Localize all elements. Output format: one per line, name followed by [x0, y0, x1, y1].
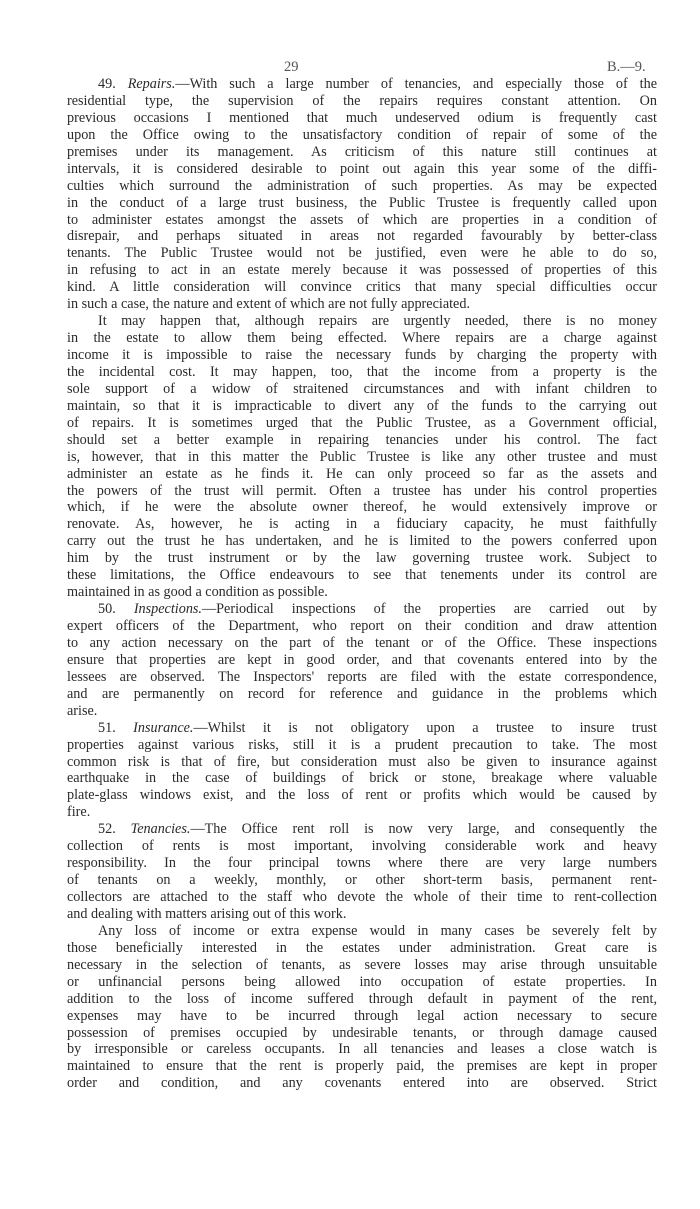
- text-line: in the conduct of a large trust business, the Public Trustee is frequently called upon: [67, 194, 657, 211]
- text-line: which, if he were the absolute owner thereof, he would extensively improve or: [67, 499, 657, 516]
- document-reference: B.—9.: [607, 59, 646, 75]
- text-line: income it is impossible to raise the necessary funds by charging the property with: [67, 347, 657, 363]
- text-line: intervals, it is considered desirable to point out again this year some of the diffi-: [67, 160, 657, 177]
- text-line: lessees are observed. The Inspectors' reports are filed with the estate correspondence,: [67, 668, 657, 685]
- text-line: expenses may have to be incurred through legal action necessary to secure: [67, 1007, 657, 1024]
- text-line: arise.: [67, 702, 98, 719]
- section-number: 51.: [98, 719, 116, 736]
- text-line: of tenants on a weekly, monthly, or other short-term basis, permanent rent-: [67, 872, 657, 889]
- text-line: to administer estates amongst the assets of which are properties in a condition of: [67, 211, 657, 228]
- text-line: carry out the trust he has undertaken, and he is limited to the powers conferred upon: [67, 533, 657, 550]
- text-line: necessary in the selection of tenants, as severe losses may arise through unsuitable: [67, 956, 657, 973]
- text-line: collection of rents is most important, involving considerable work and heavy: [67, 838, 657, 855]
- text-line: ensure that properties are kept in good order, and that covenants entered into by the: [67, 651, 657, 668]
- text-line: order and condition, and any covenants entered into are observed. Strict: [67, 1075, 657, 1092]
- line-text: —Whilst it is not obligatory upon a trustee to insure trust: [193, 719, 658, 736]
- paragraph: [67, 313, 657, 601]
- text-line: properties against various risks, still it is a prudent precaution to take. The most: [67, 736, 657, 753]
- section-heading: Tenancies.: [130, 821, 191, 838]
- text-line: earthquake in the case of buildings of brick or stone, breakage where valuable: [67, 770, 657, 787]
- text-line: by irresponsible or careless occupants. In all tenancies and leases a close watch is: [67, 1041, 657, 1058]
- text-line: those beneficially interested in the estates under administration. Great care is: [67, 939, 657, 956]
- text-line: plate-glass windows exist, and the loss of rent or profits which would be caused by: [67, 787, 657, 804]
- text-line: [67, 720, 657, 737]
- text-line: is, however, that in this matter the Public Trustee is like any other trustee and must: [67, 448, 657, 465]
- page-number: 29: [284, 59, 299, 75]
- text-line: administer an estate as he finds it. He can only proceed so far as the assets and: [67, 465, 657, 482]
- section-number: 52.: [98, 821, 116, 838]
- text-line: to any action necessary on the part of the tenant or of the Office. These inspections: [67, 634, 657, 651]
- text-line: common risk is that of fire, but consideration must also be given to insurance against: [67, 753, 657, 770]
- text-line: kind. A little consideration will convince critics that many special difficulties occur: [67, 279, 657, 296]
- text-line: these limitations, the Office endeavours to see that tenements under its control are: [67, 567, 657, 584]
- text-line: the incidental cost. It may happen, too, that the income from a property is the: [67, 363, 657, 380]
- text-line: of repairs. It is sometimes urged that the Public Trustee, as a Government official,: [67, 414, 657, 431]
- line-text: —Periodical inspections of the properties are carried out by: [201, 601, 658, 618]
- text-line: possession of premises occupied by undesirable tenants, or through damage caused: [67, 1024, 657, 1041]
- text-line: or unfinancial persons being allowed into occupation of estate properties. In: [67, 973, 657, 990]
- line-text: —With such a large number of tenancies, and especially those of the: [175, 76, 657, 92]
- text-line: [67, 821, 657, 838]
- section-inspections: [67, 601, 657, 720]
- line-text: —The Office rent roll is now very large, and consequently the: [190, 821, 658, 838]
- text-line: sole support of a widow of straitened circumstances and with infant children to: [67, 380, 657, 397]
- section-heading: Repairs.: [127, 76, 176, 92]
- text-line: and are permanently on record for reference and guidance in the problems which: [67, 685, 657, 702]
- text-line: maintain, so that it is impracticable to divert any of the funds to the carrying out: [67, 397, 657, 414]
- text-line: renovate. As, however, he is acting in a fiduciary capacity, he must faithfully: [67, 516, 657, 533]
- text-line: in refusing to act in an estate merely because it was possessed of properties of this: [67, 262, 657, 279]
- text-line: upon the Office owing to the unsatisfactory condition of repair of some of the: [67, 126, 657, 143]
- document-body: [67, 76, 657, 1092]
- section-repairs: [67, 76, 657, 313]
- text-line: fire.: [67, 804, 91, 821]
- text-line: and dealing with matters arising out of this work.: [67, 905, 347, 922]
- section-number: 49.: [98, 76, 116, 92]
- section-insurance: [67, 720, 657, 822]
- text-line: maintained to ensure that the rent is properly paid, the premises are kept in proper: [67, 1058, 657, 1075]
- text-line: residential type, the supervision of the repairs requires constant attention. On: [67, 92, 657, 109]
- text-line: responsibility. In the four principal towns where there are very large numbers: [67, 855, 657, 872]
- paragraph: [67, 923, 657, 1092]
- text-line: expert officers of the Department, who report on their condition and draw attention: [67, 618, 657, 634]
- section-tenancies: [67, 821, 657, 923]
- text-line: him by the trust instrument or by the law governing trustee work. Subject to: [67, 550, 657, 567]
- text-line: It may happen that, although repairs are urgently needed, there is no money: [98, 313, 657, 330]
- text-line: Any loss of income or extra expense would in many cases be severely felt by: [98, 922, 657, 939]
- text-line: [67, 601, 657, 618]
- text-line: collectors are attached to the staff who devote the whole of their time to rent-collection: [67, 889, 657, 905]
- text-line: disrepair, and perhaps situated in areas not regarded favourably by better-class: [67, 228, 657, 245]
- section-heading: Inspections.: [133, 601, 202, 618]
- section-heading: Insurance.: [133, 719, 194, 736]
- text-line: addition to the loss of income suffered through default in payment of the rent,: [67, 990, 657, 1007]
- text-line: premises under its management. As criticism of this nature still continues at: [67, 143, 657, 160]
- text-line: culties which surround the administration of such properties. As may be expected: [67, 177, 657, 194]
- section-number: 50.: [98, 601, 116, 618]
- text-line: should set a better example in repairing tenancies under his control. The fact: [67, 431, 657, 448]
- text-line: previous occasions I mentioned that much undeserved odium is frequently cast: [67, 109, 657, 126]
- text-line: the powers of the trust will permit. Often a trustee has under his control properties: [67, 482, 657, 499]
- text-line: in such a case, the nature and extent of which are not fully appreciated.: [67, 296, 470, 313]
- text-line: maintained in as good a condition as possible.: [67, 584, 328, 601]
- text-line: [67, 76, 657, 93]
- text-line: tenants. The Public Trustee would not be justified, even were he able to do so,: [67, 245, 657, 262]
- text-line: in the estate to allow them being effected. Where repairs are a charge against: [67, 330, 657, 347]
